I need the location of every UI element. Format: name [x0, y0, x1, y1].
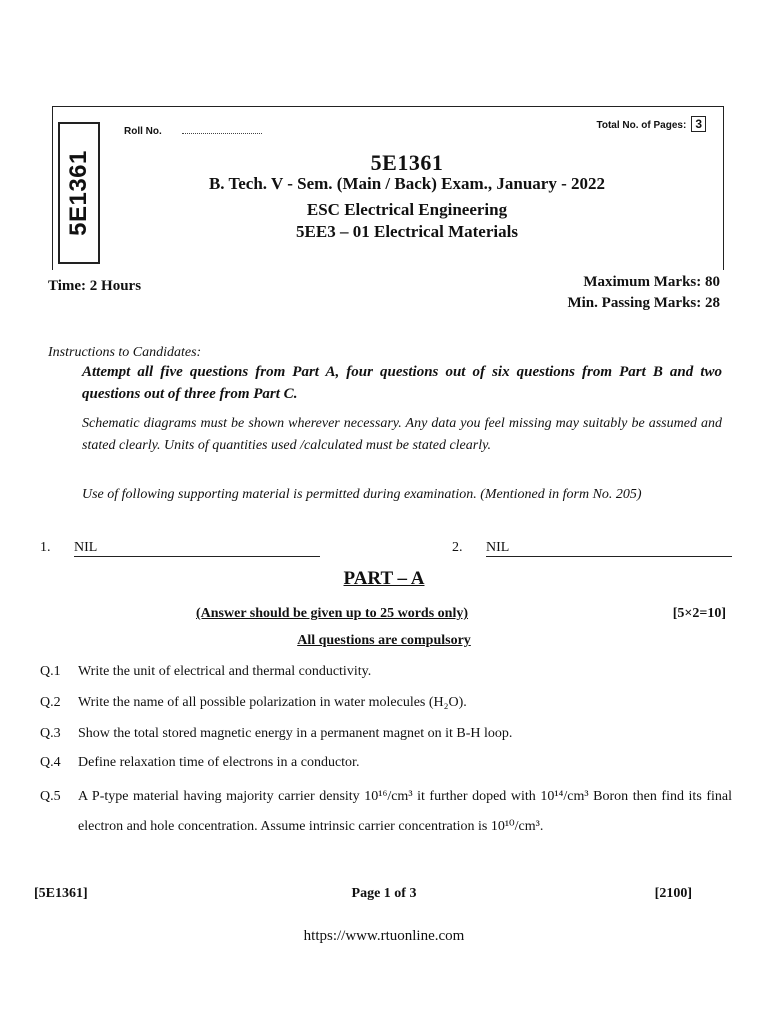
- question-number: Q.3: [40, 726, 61, 741]
- marks-distribution: [5×2=10]: [672, 606, 726, 621]
- footer-paper-code: [5E1361]: [34, 886, 88, 901]
- total-pages-value: 3: [691, 116, 706, 132]
- subject-title: 5EE3 – 01 Electrical Materials: [296, 222, 518, 241]
- question-number: Q.1: [40, 664, 61, 679]
- question: [40, 719, 732, 749]
- time-allowed: Time: 2 Hours: [48, 278, 142, 294]
- question-text: Show the total stored magnetic energy in a permanent magnet on it B-H loop.: [78, 726, 513, 741]
- question-text: A P-type material having majority carrier density 10¹⁶/cm³ it further doped with 10¹⁴/cm³ Boron then find its final electron and hole concentration. Assume intrinsic carrier concentration is 10¹⁰/cm³.: [78, 789, 732, 834]
- part-a-title: PART – A: [343, 568, 425, 589]
- footer-serial: [2100]: [654, 886, 692, 901]
- question-text: Write the name of all possible polarization in water molecules (H₂O).: [78, 695, 467, 710]
- side-code-box: [58, 122, 100, 264]
- instructions-heading: Instructions to Candidates:: [48, 345, 202, 360]
- min-marks: Min. Passing Marks: 28: [567, 295, 720, 311]
- question-text: Define relaxation time of electrons in a conductor.: [78, 755, 360, 770]
- instruction-diagrams: Schematic diagrams must be shown wherever necessary. Any data you feel missing may suitably be assumed and stated clearly. Units of quantities used /calculated must be stated clearly.: [82, 416, 722, 453]
- footer-page-number: Page 1 of 3: [351, 886, 417, 901]
- marks-block: [567, 272, 720, 314]
- material-value: NIL: [74, 540, 320, 557]
- instruction-attempt: Attempt all five questions from Part A, four questions out of six questions from Part B and two questions out of three from Part C.: [82, 364, 722, 402]
- roll-no-blank: [182, 133, 262, 134]
- branch-title: ESC Electrical Engineering: [306, 200, 508, 219]
- compulsory-note: All questions are compulsory: [297, 633, 471, 648]
- question: [40, 782, 732, 842]
- material-item: 1. NIL: [40, 540, 320, 557]
- material-value: NIL: [486, 540, 732, 557]
- total-pages: [596, 116, 706, 132]
- instruction-material: Use of following supporting material is permitted during examination. (Mentioned in form No. 205): [82, 487, 642, 502]
- material-item: 2. NIL: [452, 540, 732, 557]
- max-marks: Maximum Marks: 80: [583, 274, 720, 290]
- source-url: https://www.rtuonline.com: [303, 928, 465, 944]
- answer-length-note: (Answer should be given up to 25 words only): [196, 606, 469, 621]
- question-number: Q.4: [40, 755, 61, 770]
- roll-no: [124, 126, 262, 137]
- question-number: Q.5: [40, 789, 61, 804]
- question-number: Q.2: [40, 695, 61, 710]
- total-pages-label: Total No. of Pages:: [596, 120, 687, 131]
- exam-title: B. Tech. V - Sem. (Main / Back) Exam., January - 2022: [208, 174, 606, 193]
- question: [40, 688, 732, 718]
- question: [40, 748, 732, 778]
- paper-code-title: 5E1361: [370, 150, 444, 175]
- roll-no-label: Roll No.: [124, 126, 162, 137]
- question-text: Write the unit of electrical and thermal conductivity.: [78, 664, 372, 679]
- question: [40, 657, 732, 687]
- side-paper-code: 5E1361: [65, 150, 92, 236]
